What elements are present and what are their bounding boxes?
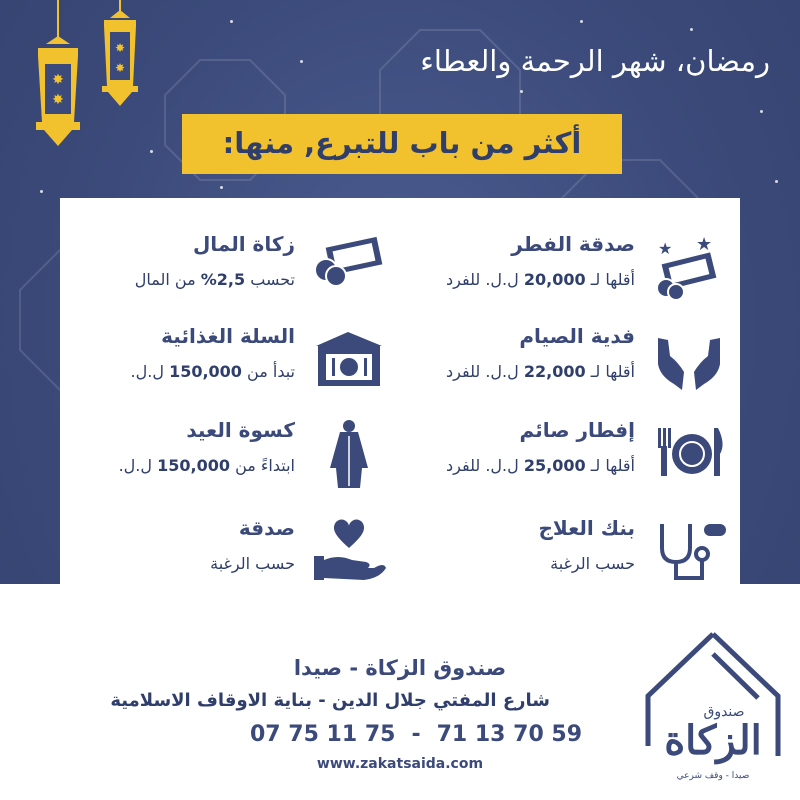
- star: [230, 20, 233, 23]
- svg-text:✸: ✸: [52, 72, 64, 88]
- money-coins-icon: [308, 232, 390, 304]
- stethoscope-pill-icon: [648, 516, 730, 588]
- star: [775, 180, 778, 183]
- star: [220, 186, 223, 189]
- plate-cutlery-icon: [648, 418, 730, 490]
- star: [580, 20, 583, 23]
- separator: -: [411, 722, 421, 747]
- svg-text:★: ★: [696, 234, 713, 255]
- money-stars-icon: [648, 232, 730, 304]
- svg-text:✸: ✸: [114, 41, 126, 55]
- donation-item: [410, 232, 730, 312]
- item-detail: تحسب 2,5% من المال: [134, 270, 295, 289]
- item-title: فدية الصيام: [519, 324, 635, 348]
- star: [760, 110, 763, 113]
- item-detail: ابتداءً من 150,000 ل.ل.: [118, 456, 295, 475]
- item-detail: أقلها لـ 25,000 ل.ل. للفرد: [446, 456, 635, 475]
- phone-number[interactable]: 07 75 11 75: [250, 722, 396, 747]
- star: [150, 150, 153, 153]
- item-title: زكاة المال: [192, 232, 295, 256]
- item-detail: أقلها لـ 20,000 ل.ل. للفرد: [446, 270, 635, 289]
- website-link[interactable]: www.zakatsaida.com: [316, 756, 484, 772]
- donation-item: [410, 418, 730, 498]
- clothing-icon: [308, 418, 390, 490]
- item-detail: أقلها لـ 22,000 ل.ل. للفرد: [446, 362, 635, 381]
- lantern-icon: [28, 0, 88, 150]
- item-detail: حسب الرغبة: [550, 554, 635, 573]
- donation-panel: [60, 198, 740, 584]
- star: [520, 90, 523, 93]
- heart-hand-icon: [308, 516, 390, 588]
- lantern-icon: [96, 0, 144, 110]
- address: شارع المفتي جلال الدين - بناية الاوقاف الاسلامية: [110, 690, 550, 711]
- banner-title: أكثر من باب للتبرع, منها:: [222, 126, 582, 160]
- phone-number[interactable]: 71 13 70 59: [436, 722, 583, 747]
- banner: [182, 114, 622, 174]
- donation-item: [70, 232, 390, 312]
- star: [40, 190, 43, 193]
- item-detail: حسب الرغبة: [210, 554, 295, 573]
- star: [690, 28, 693, 31]
- item-title: إفطار صائم: [519, 418, 635, 442]
- item-detail: تبدأ من 150,000 ل.ل.: [130, 362, 295, 381]
- zakat-logo: [638, 626, 788, 786]
- svg-text:✸: ✸: [114, 61, 126, 75]
- tagline: رمضان، شهر الرحمة والعطاء: [420, 44, 770, 78]
- organization-name: صندوق الزكاة - صيدا: [293, 656, 507, 680]
- food-box-icon: [308, 324, 390, 396]
- donation-item: [410, 324, 730, 404]
- item-title: صدقة الفطر: [511, 232, 635, 256]
- donation-item: [70, 418, 390, 498]
- donation-item: [70, 324, 390, 404]
- logo-small-text: صندوق: [703, 704, 745, 720]
- phone-numbers: [250, 722, 583, 747]
- logo-caption: صيدا - وقف شرعي: [676, 771, 750, 781]
- item-title: السلة الغذائية: [161, 324, 295, 348]
- item-title: كسوة العيد: [186, 418, 295, 442]
- svg-text:✸: ✸: [52, 92, 64, 108]
- svg-text:★: ★: [658, 239, 673, 258]
- logo-text: الزكاة: [664, 717, 762, 764]
- star: [300, 60, 303, 63]
- open-hands-icon: [648, 324, 730, 396]
- item-title: بنك العلاج: [538, 516, 635, 540]
- item-title: صدقة: [238, 516, 295, 540]
